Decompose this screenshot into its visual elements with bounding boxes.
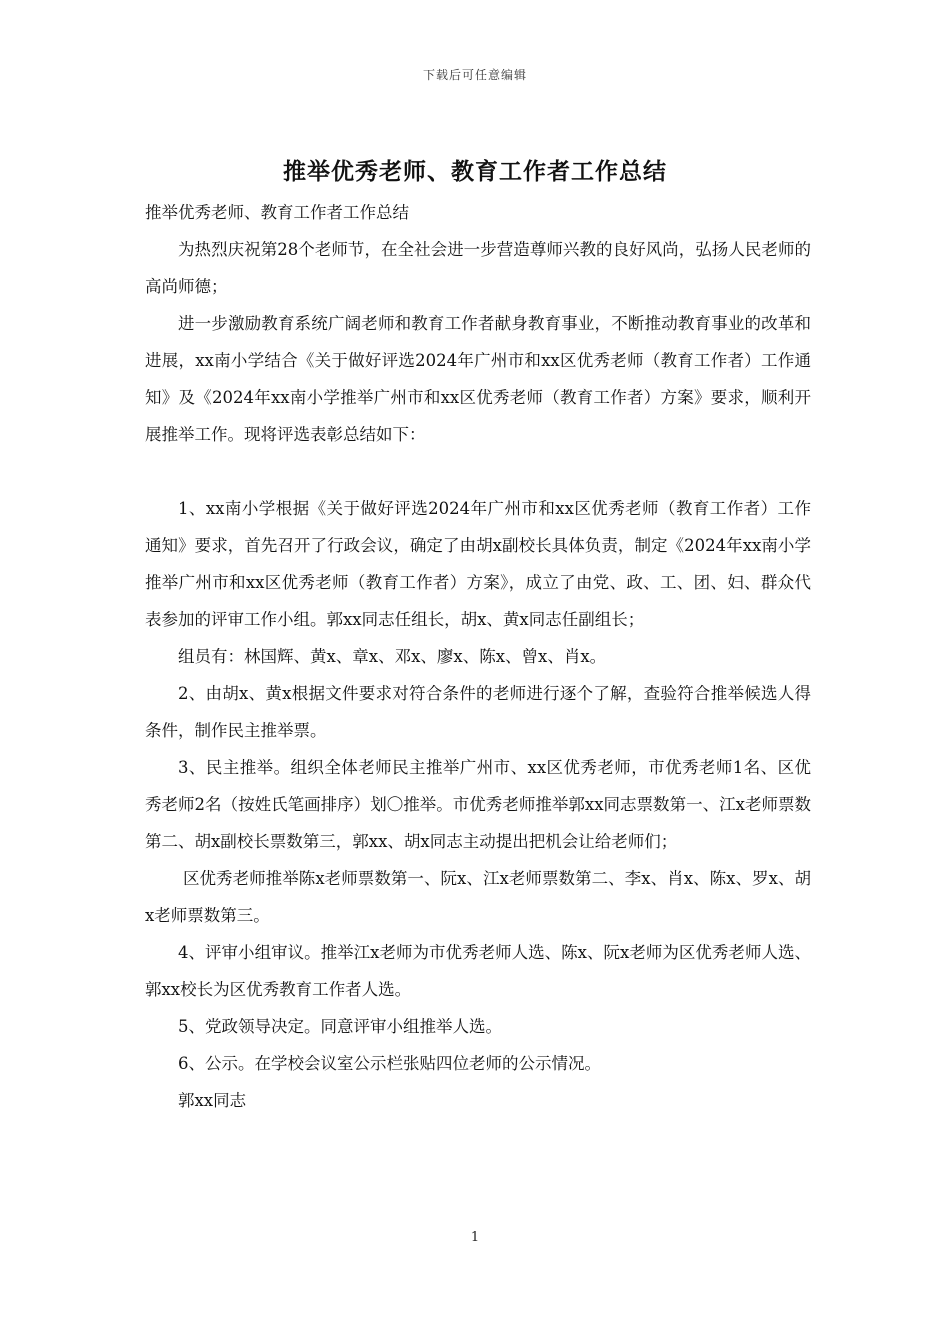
paragraph: 区优秀老师推举陈x老师票数第一、阮x、江x老师票数第二、李x、肖x、陈x、罗x、胡x老师票数第三。 — [145, 869, 811, 925]
header-note: 下载后可任意编辑 — [422, 68, 527, 82]
paragraph: 郭xx同志 — [178, 1091, 247, 1110]
paragraph: 2、由胡x、黄x根据文件要求对符合条件的老师进行逐个了解，查验符合推举候选人得条件，制作民主推举票。 — [145, 684, 811, 740]
page-number: 1 — [470, 1230, 480, 1245]
paragraph: 1、xx南小学根据《关于做好评选2024年广州市和xx区优秀老师（教育工作者）工作通知》要求，首先召开了行政会议，确定了由胡x副校长具体负责，制定《2024年xx南小学推举广州市和xx区优秀老师（教育工作者）方案》，成立了由党、政、工、团、妇、群众代表参加的评审工作小组。郭xx同志任组长，胡x、黄x同志任副组长； — [145, 499, 811, 629]
subtitle-paragraph: 推举优秀老师、教育工作者工作总结 — [145, 203, 409, 222]
document-title: 推举优秀老师、教育工作者工作总结 — [283, 158, 667, 185]
paragraph: 组员有：林国辉、黄x、章x、邓x、廖x、陈x、曾x、肖x。 — [178, 647, 607, 666]
paragraph: 进一步激励教育系统广阔老师和教育工作者献身教育事业，不断推动教育事业的改革和进展，xx南小学结合《关于做好评选2024年广州市和xx区优秀老师（教育工作者）工作通知》及《2024年xx南小学推举广州市和xx区优秀老师（教育工作者）方案》要求，顺利开展推举工作。现将评选表彰总结如下： — [145, 314, 811, 444]
paragraph: 6、公示。在学校会议室公示栏张贴四位老师的公示情况。 — [178, 1054, 601, 1073]
paragraph: 5、党政领导决定。同意评审小组推举人选。 — [178, 1017, 502, 1036]
paragraph: 为热烈庆祝第28个老师节，在全社会进一步营造尊师兴教的良好风尚，弘扬人民老师的高尚师德； — [145, 240, 811, 296]
document-body — [145, 194, 811, 1119]
paragraph: 4、评审小组审议。推举江x老师为市优秀老师人选、陈x、阮x老师为区优秀老师人选、郭xx校长为区优秀教育工作者人选。 — [145, 943, 811, 999]
paragraph: 3、民主推举。组织全体老师民主推举广州市、xx区优秀老师，市优秀老师1名、区优秀老师2名（按姓氏笔画排序）划〇推举。市优秀老师推举郭xx同志票数第一、江x老师票数第二、胡x副校长票数第三，郭xx、胡x同志主动提出把机会让给老师们； — [145, 758, 811, 851]
